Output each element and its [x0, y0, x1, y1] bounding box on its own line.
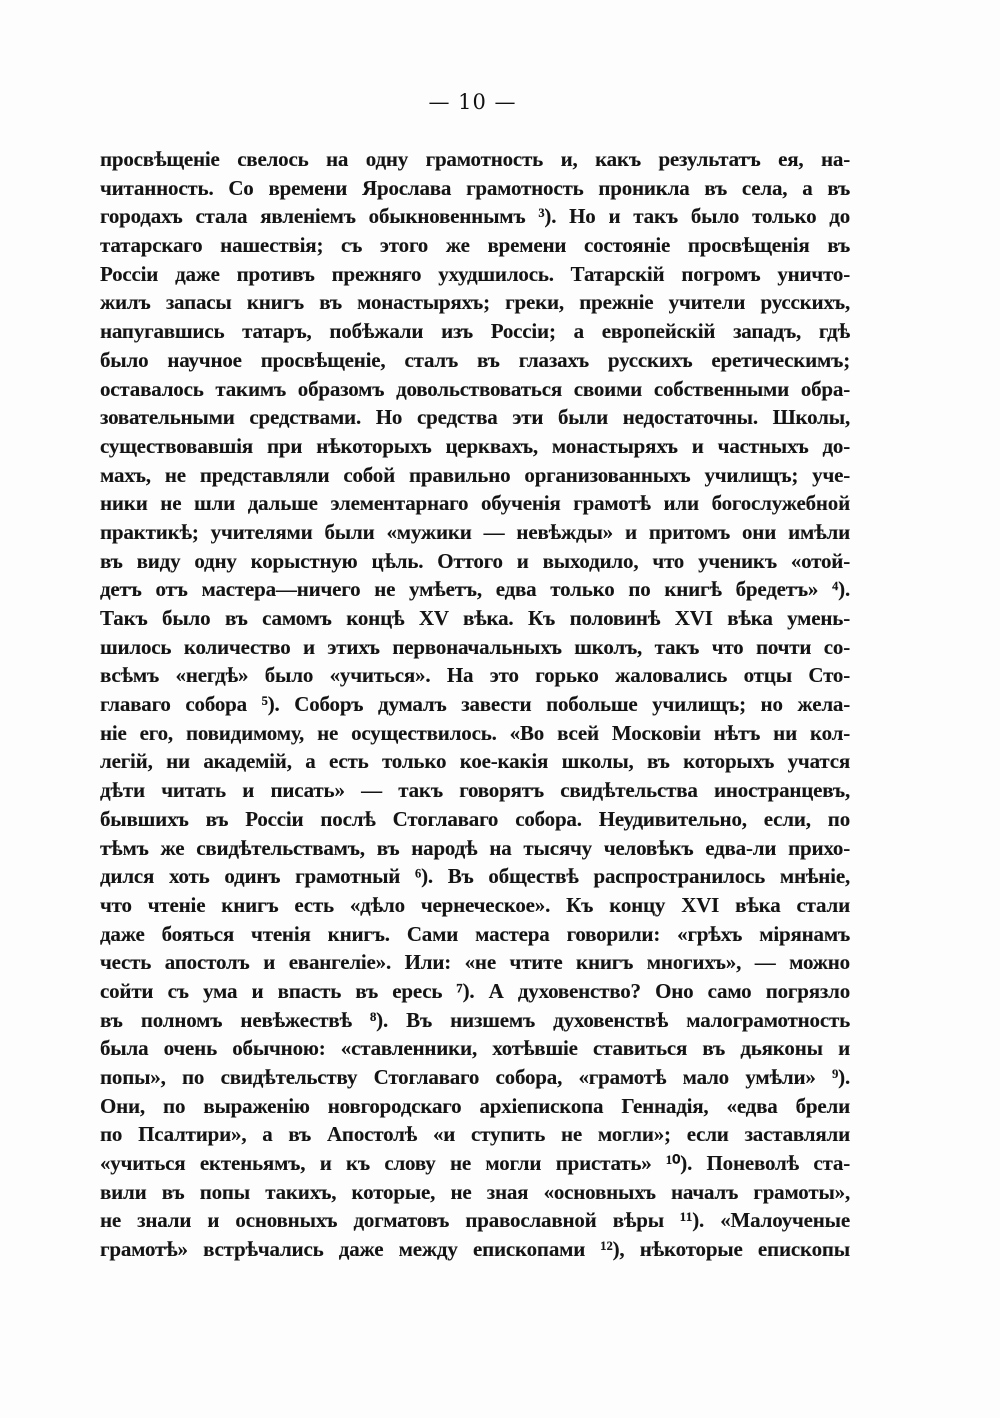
page-number: — 10 —: [428, 90, 517, 114]
text-line: даже бояться чтенія книгъ. Сами мастера говорили: «грѣхъ мірянамъ: [100, 921, 850, 946]
text-line: татарскаго нашествія; съ этого же времени состояніе просвѣщенія въ: [100, 233, 850, 258]
text-line: была очень обычною: «ставленники, хотѣвшіе ставиться въ дьяконы и: [100, 1036, 850, 1061]
text-line: что чтеніе книгъ есть «дѣло чернеческое». Къ концу XVI вѣка стали: [100, 892, 850, 917]
text-line: попы», по свидѣтельству Стоглаваго собора, «грамотѣ мало умѣли» ⁹).: [100, 1065, 850, 1089]
text-line: легій, ни академій, а есть только кое-какія школы, въ которыхъ учатся: [100, 749, 850, 774]
text-line: вили въ попы такихъ, которые, не зная «основныхъ началъ грамоты»,: [100, 1179, 850, 1204]
text-line: шилось количество и этихъ первоначальныхъ школъ, такъ что почти со-: [100, 634, 850, 659]
text-line: Россіи даже противъ прежняго ухудшилось. Татарскій погромъ уничто-: [100, 261, 850, 286]
text-line: не знали и основныхъ догматовъ православной вѣры ¹¹). «Малоученые: [100, 1208, 850, 1233]
text-line: практикѣ; учителями были «мужики — невѣжды» и притомъ они имѣли: [100, 519, 850, 544]
text-line: ніе его, повидимому, не осуществилось. «Во всей Московіи нѣтъ ни кол-: [100, 720, 850, 745]
text-line: зовательными средствами. Но средства эти были недостаточны. Школы,: [100, 405, 850, 430]
text-line: ники не шли дальше элементарнаго обученія грамотѣ или богослужебной: [100, 491, 850, 516]
text-line: грамотѣ» встрѣчались даже между епископами ¹²), нѣкоторые епископы: [100, 1237, 850, 1262]
text-line: было научное просвѣщеніе, сталъ въ глазахъ русскихъ еретическимъ;: [100, 347, 850, 372]
text-line: напугавшись татаръ, побѣжали изъ Россіи; а европейскій западъ, гдѣ: [100, 319, 850, 344]
text-line: честь апостолъ и евангеліе». Или: «не чтите книгъ многихъ», — можно: [100, 950, 850, 975]
text-line: по Псалтири», а въ Апостолѣ «и ступить не могли»; если заставляли: [100, 1122, 850, 1147]
text-line: детъ отъ мастера—ничего не умѣетъ, едва только по книгѣ бредетъ» ⁴).: [100, 577, 850, 602]
text-line: Они, по выраженію новгородскаго архіепископа Геннадія, «едва брели: [100, 1093, 850, 1118]
text-line: существовавшія при нѣкоторыхъ церквахъ, монастыряхъ и частныхъ до-: [100, 433, 850, 458]
text-line: дился хоть одинъ грамотный ⁶). Въ обществѣ распространилось мнѣніе,: [100, 864, 850, 889]
text-line: главаго собора ⁵). Соборъ думалъ завести побольше училищъ; но жела-: [100, 692, 850, 717]
text-line: тѣмъ же свидѣтельствамъ, въ народѣ на тысячу человѣкъ едва-ли прихо-: [100, 835, 850, 860]
text-line: жилъ запасы книгъ въ монастыряхъ; греки, прежніе учители русскихъ,: [100, 290, 850, 315]
text-line: въ виду одну корыстную цѣль. Оттого и выходило, что ученикъ «отой-: [100, 548, 850, 573]
text-line: Такъ было въ самомъ концѣ XV вѣка. Къ половинѣ XVI вѣка умень-: [100, 606, 850, 630]
text-line: махъ, не представляли собой правильно организованныхъ училищъ; уче-: [100, 462, 850, 487]
text-line: просвѣщеніе свелось на одну грамотность и, какъ результатъ ея, на-: [100, 147, 850, 171]
text-line: сойти съ ума и впасть въ ересь ⁷). А духовенство? Оно само погрязло: [100, 978, 850, 1003]
text-line: городахъ стала явленіемъ обыкновеннымъ ³). Но и такъ было только до: [100, 204, 850, 229]
text-line: въ полномъ невѣжествѣ ⁸). Въ низшемъ духовенствѣ малограмотность: [100, 1007, 850, 1032]
body-text: [100, 145, 850, 1264]
text-line: оставалось такимъ образомъ довольствоваться своими собственными обра-: [100, 376, 850, 401]
text-line: бывшихъ въ Россіи послѣ Стоглаваго собора. Неудивительно, если, по: [100, 806, 850, 831]
text-line: всѣмъ «негдѣ» было «учиться». На это горько жаловались отцы Сто-: [100, 663, 850, 688]
text-line: дѣти читать и писать» — такъ говорятъ свидѣтельства иностранцевъ,: [100, 778, 850, 803]
text-line: «учиться ектеньямъ, и къ слову не могли пристать» ¹⁰). Поневолѣ ста-: [100, 1151, 850, 1176]
text-line: читанность. Со времени Ярослава грамотность проникла въ села, а въ: [100, 175, 850, 200]
